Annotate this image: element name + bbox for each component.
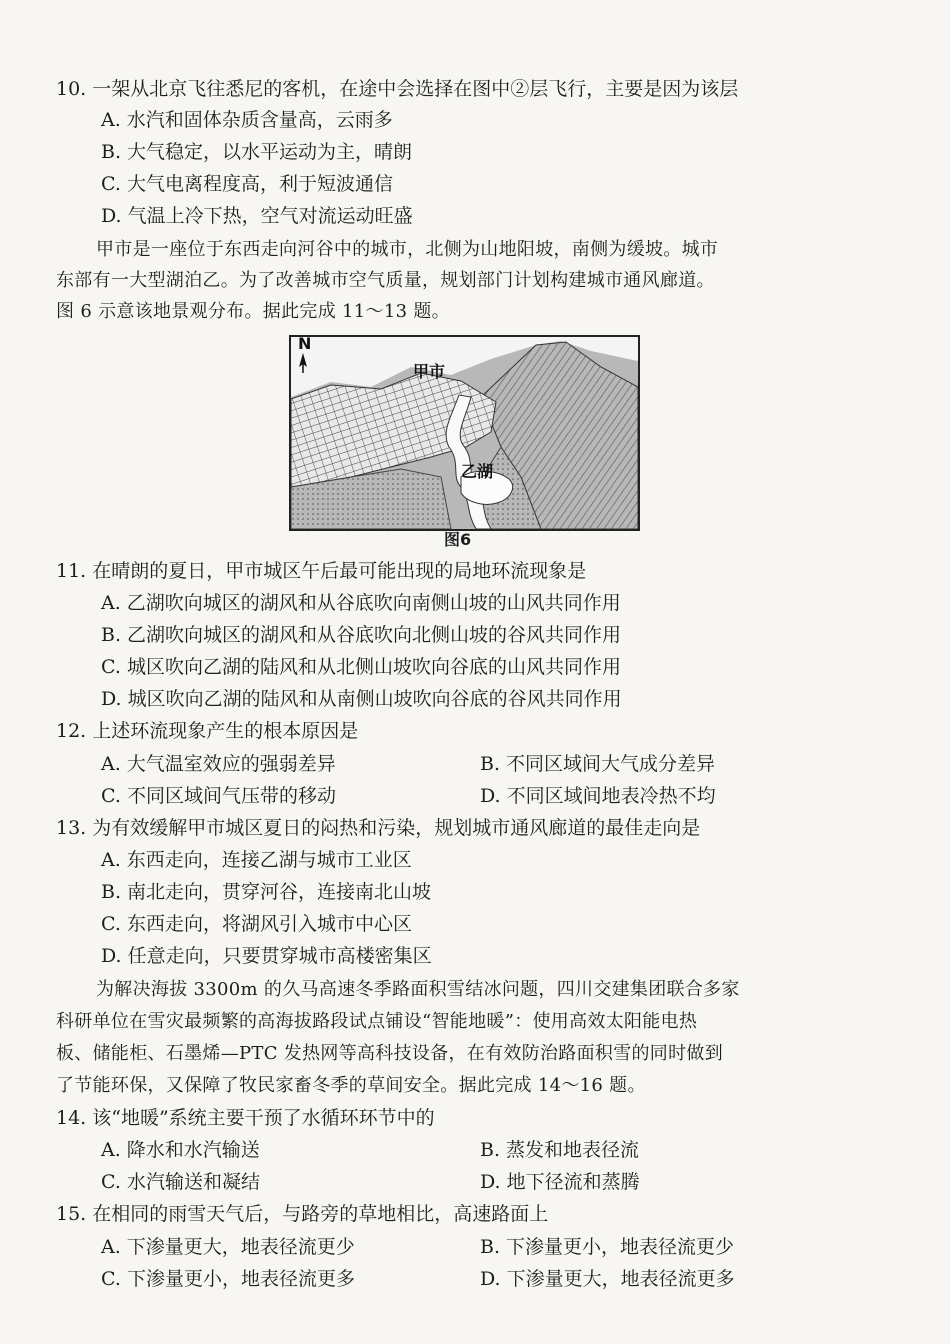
north-label: N <box>298 337 312 353</box>
passage1-line-1: 甲市是一座位于东西走向河谷中的城市，北侧为山地阳坡，南侧为缓坡。城市 <box>96 239 719 260</box>
city-label: 甲市 <box>413 362 446 381</box>
q13-option-a: A. 东西走向，连接乙湖与城市工业区 <box>101 849 412 871</box>
lake-label: 乙湖 <box>461 462 494 481</box>
q12-stem: 12. 上述环流现象产生的根本原因是 <box>56 720 359 742</box>
q10-option-d: D. 气温上冷下热，空气对流运动旺盛 <box>101 205 413 227</box>
q15-stem: 15. 在相同的雨雪天气后，与路旁的草地相比，高速路面上 <box>56 1203 549 1225</box>
q10-stem: 10. 一架从北京飞往悉尼的客机，在途中会选择在图中②层飞行，主要是因为该层 <box>56 78 739 100</box>
q13-option-c: C. 东西走向，将湖风引入城市中心区 <box>101 913 412 935</box>
q12-option-b: B. 不同区域间大气成分差异 <box>480 753 716 775</box>
q12-option-a: A. 大气温室效应的强弱差异 <box>101 753 336 775</box>
q11-option-d: D. 城区吹向乙湖的陆风和从南侧山坡吹向谷底的谷风共同作用 <box>101 688 622 710</box>
passage1-line-3: 图 6 示意该地景观分布。据此完成 11～13 题。 <box>56 301 450 322</box>
q11-option-c: C. 城区吹向乙湖的陆风和从北侧山坡吹向谷底的山风共同作用 <box>101 656 621 678</box>
q13-option-d: D. 任意走向，只要贯穿城市高楼密集区 <box>101 945 432 967</box>
landscape-illustration <box>291 337 638 529</box>
landscape-figure <box>289 335 640 531</box>
q10-option-c: C. 大气电离程度高，利于短波通信 <box>101 173 393 195</box>
q11-option-a: A. 乙湖吹向城区的湖风和从谷底吹向南侧山坡的山风共同作用 <box>101 592 621 614</box>
q14-option-c: C. 水汽输送和凝结 <box>101 1171 260 1193</box>
passage2-line-2: 科研单位在雪灾最频繁的高海拔路段试点铺设“智能地暖”：使用高效太阳能电热 <box>56 1011 698 1032</box>
passage2-line-3: 板、储能柜、石墨烯—PTC 发热网等高科技设备，在有效防治路面积雪的同时做到 <box>56 1043 724 1064</box>
q12-option-d: D. 不同区域间地表冷热不均 <box>480 785 716 807</box>
figure-caption: 图6 <box>444 530 472 549</box>
q14-option-a: A. 降水和水汽输送 <box>101 1139 260 1161</box>
q15-option-a: A. 下渗量更大，地表径流更少 <box>101 1236 355 1258</box>
q14-option-d: D. 地下径流和蒸腾 <box>480 1171 640 1193</box>
q10-option-a: A. 水汽和固体杂质含量高，云雨多 <box>101 109 393 131</box>
passage1-line-2: 东部有一大型湖泊乙。为了改善城市空气质量，规划部门计划构建城市通风廊道。 <box>56 270 715 291</box>
q11-stem: 11. 在晴朗的夏日，甲市城区午后最可能出现的局地环流现象是 <box>56 560 587 582</box>
q11-option-b: B. 乙湖吹向城区的湖风和从谷底吹向北侧山坡的谷风共同作用 <box>101 624 622 646</box>
q15-option-c: C. 下渗量更小，地表径流更多 <box>101 1268 355 1290</box>
passage2-line-4: 了节能环保，又保障了牧民家畜冬季的草间安全。据此完成 14～16 题。 <box>56 1075 646 1096</box>
q14-option-b: B. 蒸发和地表径流 <box>480 1139 640 1161</box>
q12-option-c: C. 不同区域间气压带的移动 <box>101 785 336 807</box>
q13-option-b: B. 南北走向，贯穿河谷，连接南北山坡 <box>101 881 432 903</box>
q13-stem: 13. 为有效缓解甲市城区夏日的闷热和污染，规划城市通风廊道的最佳走向是 <box>56 817 701 839</box>
q10-option-b: B. 大气稳定，以水平运动为主，晴朗 <box>101 141 413 163</box>
q15-option-d: D. 下渗量更大，地表径流更多 <box>480 1268 735 1290</box>
passage2-line-1: 为解决海拔 3300m 的久马高速冬季路面积雪结冰问题，四川交建集团联合多家 <box>96 979 740 1000</box>
q15-option-b: B. 下渗量更小，地表径流更少 <box>480 1236 735 1258</box>
q14-stem: 14. 该“地暖”系统主要干预了水循环环节中的 <box>56 1107 435 1129</box>
